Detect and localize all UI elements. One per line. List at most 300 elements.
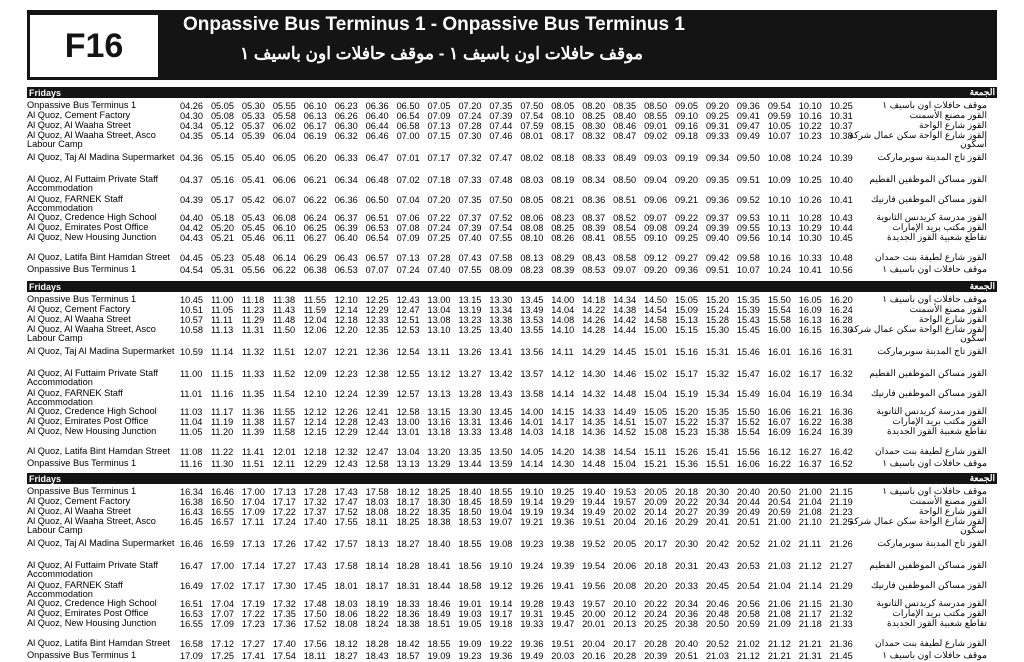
section-header: [27, 281, 997, 292]
time-cell: 16.06: [767, 407, 791, 417]
time-cell: 13.58: [520, 389, 544, 399]
time-cell: 18.03: [365, 497, 389, 507]
row-times: [180, 295, 856, 305]
time-cell: 05.42: [241, 195, 265, 205]
table-row: [27, 447, 997, 458]
time-cell: 11.31: [241, 325, 265, 335]
time-cell: 14.04: [551, 305, 575, 315]
time-cell: 05.12: [210, 121, 234, 131]
time-cell: 18.14: [365, 561, 389, 571]
time-cell: 11.17: [210, 407, 234, 417]
time-cell: 17.36: [272, 619, 296, 629]
time-cell: 06.53: [365, 223, 389, 233]
time-cell: 09.59: [767, 111, 791, 121]
time-cell: 20.04: [582, 639, 606, 649]
row-times: [180, 497, 856, 507]
time-cell: 05.17: [210, 195, 234, 205]
time-cell: 07.24: [396, 265, 420, 275]
time-cell: 21.21: [767, 651, 791, 661]
time-cell: 15.46: [736, 347, 760, 357]
stop-name-ar: القوز مساكن الموظفين الفطيم: [869, 368, 987, 378]
time-cell: 18.55: [489, 487, 513, 497]
stop-name-ar: القوز شارع الواحة: [919, 120, 987, 130]
time-cell: 15.43: [736, 315, 760, 325]
time-cell: 07.15: [427, 131, 451, 141]
time-cell: 07.13: [396, 253, 420, 263]
time-cell: 20.01: [582, 619, 606, 629]
time-cell: 06.53: [334, 265, 358, 275]
section-label-en: Fridays: [29, 473, 62, 484]
time-cell: 18.58: [458, 581, 482, 591]
time-cell: 17.32: [303, 497, 327, 507]
time-cell: 15.34: [705, 389, 729, 399]
time-cell: 05.16: [210, 175, 234, 185]
stop-name-en: Al Quoz, Credence High School: [27, 212, 157, 222]
time-cell: 14.30: [582, 369, 606, 379]
row-times: [180, 315, 856, 325]
time-cell: 20.31: [675, 561, 698, 571]
time-cell: 06.40: [365, 111, 389, 121]
time-cell: 16.55: [180, 619, 203, 629]
section-header: [27, 87, 997, 98]
time-cell: 19.22: [489, 639, 513, 649]
time-cell: 08.26: [551, 233, 575, 243]
time-cell: 20.00: [582, 609, 606, 619]
time-cell: 20.02: [613, 507, 637, 517]
time-cell: 20.27: [675, 507, 698, 517]
time-cell: 16.57: [210, 517, 234, 527]
time-cell: 20.52: [736, 539, 760, 549]
time-cell: 07.46: [489, 131, 513, 141]
time-cell: 17.12: [210, 639, 234, 649]
time-cell: 16.24: [798, 427, 822, 437]
time-cell: 13.30: [489, 295, 513, 305]
time-cell: 15.20: [675, 407, 698, 417]
time-cell: 18.25: [427, 487, 451, 497]
time-cell: 19.43: [551, 599, 575, 609]
time-cell: 17.30: [272, 581, 296, 591]
time-cell: 15.02: [644, 369, 668, 379]
time-cell: 18.40: [458, 487, 482, 497]
time-cell: 15.13: [675, 315, 698, 325]
time-cell: 17.17: [272, 497, 296, 507]
time-cell: 15.56: [736, 447, 760, 457]
time-cell: 16.09: [767, 427, 791, 437]
time-cell: 08.52: [613, 213, 637, 223]
time-cell: 18.59: [489, 497, 513, 507]
time-cell: 19.56: [582, 581, 606, 591]
time-cell: 17.45: [303, 581, 327, 591]
time-cell: 16.34: [180, 487, 203, 497]
time-cell: 18.27: [396, 539, 420, 549]
time-cell: 14.10: [551, 325, 575, 335]
time-cell: 11.00: [180, 369, 203, 379]
time-cell: 12.10: [334, 295, 358, 305]
time-cell: 13.28: [458, 389, 482, 399]
time-cell: 11.08: [180, 447, 203, 457]
time-cell: 20.45: [705, 581, 729, 591]
time-cell: 12.55: [396, 369, 420, 379]
time-cell: 11.43: [272, 305, 296, 315]
time-cell: 11.41: [241, 447, 265, 457]
time-cell: 16.04: [767, 389, 791, 399]
time-cell: 09.20: [705, 101, 729, 111]
time-cell: 15.15: [675, 325, 698, 335]
table-row: [27, 174, 997, 193]
time-cell: 07.09: [427, 111, 451, 121]
time-cell: 13.08: [427, 315, 451, 325]
table-row: [27, 459, 997, 470]
time-cell: 20.51: [736, 517, 760, 527]
time-cell: 18.03: [334, 599, 358, 609]
time-cell: 04.43: [180, 233, 203, 243]
time-cell: 07.01: [396, 153, 420, 163]
time-cell: 08.35: [613, 101, 637, 111]
time-cell: 15.50: [767, 295, 791, 305]
stop-name-en: Al Quoz, Cement Factory: [27, 110, 131, 120]
time-cell: 14.54: [613, 447, 637, 457]
time-cell: 14.48: [582, 459, 606, 469]
time-cell: 06.29: [303, 253, 327, 263]
time-cell: 13.04: [427, 305, 451, 315]
time-cell: 16.16: [798, 347, 822, 357]
row-times: [180, 265, 856, 275]
row-times: [180, 111, 856, 121]
time-cell: 08.36: [582, 195, 606, 205]
time-cell: 11.50: [272, 325, 296, 335]
time-cell: 17.40: [303, 517, 327, 527]
time-cell: 15.01: [644, 347, 668, 357]
time-cell: 16.55: [210, 507, 234, 517]
time-cell: 19.14: [520, 497, 544, 507]
section-header: [27, 473, 997, 484]
time-cell: 21.02: [736, 639, 760, 649]
time-cell: 09.53: [736, 213, 760, 223]
time-cell: 05.39: [241, 131, 265, 141]
time-cell: 15.05: [675, 295, 698, 305]
time-cell: 08.49: [613, 153, 637, 163]
stop-name-ar: القوز تاج المدينة سوبرماركت: [877, 538, 987, 548]
time-cell: 12.23: [334, 369, 358, 379]
time-cell: 20.46: [705, 599, 729, 609]
time-cell: 06.27: [303, 233, 327, 243]
stop-name-en: Al Quoz, Taj Al Madina Supermarket: [27, 538, 175, 548]
time-cell: 13.35: [458, 447, 482, 457]
time-cell: 20.22: [675, 497, 698, 507]
time-cell: 15.23: [675, 427, 698, 437]
time-cell: 16.47: [180, 561, 203, 571]
time-cell: 21.03: [705, 651, 729, 661]
time-cell: 17.24: [272, 517, 296, 527]
stop-name-en: Onpassive Bus Terminus 1: [27, 264, 137, 274]
stop-name-en: Al Quoz, Al Waaha Street: [27, 506, 131, 516]
time-cell: 15.31: [705, 347, 729, 357]
time-cell: 19.49: [582, 507, 606, 517]
time-cell: 07.06: [396, 213, 420, 223]
time-cell: 08.53: [582, 265, 606, 275]
time-cell: 12.04: [303, 315, 327, 325]
time-cell: 14.15: [551, 407, 575, 417]
time-cell: 12.01: [272, 447, 296, 457]
time-cell: 11.57: [272, 417, 296, 427]
time-cell: 11.35: [241, 389, 265, 399]
time-cell: 06.47: [365, 153, 389, 163]
time-cell: 16.17: [798, 369, 822, 379]
stop-name-ar: القوز مساكن الموظفين فارنيك: [871, 194, 987, 204]
row-times: [180, 651, 856, 661]
time-cell: 10.09: [767, 175, 791, 185]
row-times: [180, 459, 856, 469]
row-times: [180, 447, 856, 457]
time-cell: 07.22: [427, 213, 451, 223]
time-cell: 11.05: [210, 305, 234, 315]
time-cell: 07.37: [458, 213, 482, 223]
time-cell: 11.18: [241, 295, 265, 305]
time-cell: 10.39: [829, 153, 853, 163]
time-cell: 14.38: [613, 305, 637, 315]
time-cell: 17.09: [241, 507, 265, 517]
time-cell: 09.27: [675, 253, 698, 263]
time-cell: 07.00: [396, 131, 420, 141]
time-cell: 09.18: [675, 131, 698, 141]
time-cell: 06.36: [365, 101, 389, 111]
stop-name-ar: موقف حافلات اون باسيف ١: [882, 486, 987, 496]
time-cell: 12.10: [303, 389, 327, 399]
time-cell: 21.23: [829, 507, 853, 517]
time-cell: 18.30: [427, 497, 451, 507]
time-cell: 17.13: [241, 539, 265, 549]
time-cell: 15.04: [644, 389, 668, 399]
time-cell: 21.12: [798, 561, 822, 571]
time-cell: 15.21: [644, 459, 668, 469]
time-cell: 20.59: [767, 507, 791, 517]
row-times: [180, 369, 856, 379]
time-cell: 18.51: [427, 619, 451, 629]
time-cell: 12.14: [334, 305, 358, 315]
time-cell: 16.21: [798, 407, 822, 417]
time-cell: 16.30: [829, 325, 853, 335]
time-cell: 20.30: [675, 539, 698, 549]
table-row: [27, 324, 997, 343]
time-cell: 13.38: [489, 315, 513, 325]
row-times: [180, 131, 856, 141]
time-cell: 09.58: [736, 253, 760, 263]
time-cell: 10.10: [767, 195, 791, 205]
stop-name-en: Al Quoz, Latifa Bint Hamdan Street: [27, 446, 170, 456]
time-cell: 04.34: [180, 121, 203, 131]
time-cell: 21.11: [798, 539, 822, 549]
time-cell: 16.24: [829, 305, 853, 315]
stop-name-en: Al Quoz, Taj Al Madina Supermarket: [27, 152, 175, 162]
time-cell: 08.09: [489, 265, 513, 275]
time-cell: 12.43: [365, 417, 389, 427]
time-cell: 15.54: [767, 305, 791, 315]
time-cell: 06.22: [303, 195, 327, 205]
time-cell: 14.18: [582, 295, 606, 305]
time-cell: 09.50: [736, 153, 760, 163]
stop-name-ar: القوز شارع الواحة سكن عمال شركة أسكون: [849, 130, 987, 149]
time-cell: 06.13: [303, 111, 327, 121]
time-cell: 17.58: [334, 561, 358, 571]
time-cell: 19.39: [551, 561, 575, 571]
time-cell: 06.50: [365, 195, 389, 205]
time-cell: 21.21: [798, 639, 822, 649]
time-cell: 18.19: [365, 599, 389, 609]
time-cell: 14.45: [613, 347, 637, 357]
section-label-en: Fridays: [29, 87, 62, 98]
time-cell: 09.35: [705, 175, 729, 185]
time-cell: 18.17: [365, 581, 389, 591]
table-row: [27, 580, 997, 599]
time-cell: 04.30: [180, 111, 203, 121]
time-cell: 07.04: [396, 195, 420, 205]
time-cell: 15.58: [767, 315, 791, 325]
time-cell: 07.59: [520, 121, 544, 131]
stop-name-ar: القوز مساكن الموظفين فارنيك: [871, 580, 987, 590]
time-cell: 08.06: [520, 213, 544, 223]
row-times: [180, 389, 856, 399]
time-cell: 20.41: [705, 517, 729, 527]
time-cell: 19.24: [520, 561, 544, 571]
time-cell: 13.13: [396, 459, 420, 469]
stop-name-en: Al Quoz, Emirates Post Office: [27, 222, 149, 232]
time-cell: 21.29: [829, 581, 853, 591]
time-cell: 20.25: [644, 619, 668, 629]
time-cell: 05.23: [210, 253, 234, 263]
time-cell: 18.28: [365, 639, 389, 649]
time-cell: 12.18: [334, 315, 358, 325]
time-cell: 16.19: [798, 389, 822, 399]
time-cell: 15.47: [736, 369, 760, 379]
time-cell: 11.01: [180, 389, 203, 399]
time-cell: 17.50: [303, 609, 327, 619]
time-cell: 16.15: [798, 325, 822, 335]
time-cell: 10.45: [180, 295, 203, 305]
time-cell: 12.43: [396, 295, 420, 305]
time-cell: 08.05: [551, 101, 575, 111]
time-cell: 21.31: [798, 651, 822, 661]
time-cell: 14.14: [551, 389, 575, 399]
time-cell: 19.23: [520, 539, 544, 549]
stop-name-en: Al Quoz, Latifa Bint Hamdan Street: [27, 252, 170, 262]
time-cell: 09.12: [644, 253, 668, 263]
time-cell: 09.10: [644, 233, 668, 243]
time-cell: 19.36: [520, 639, 544, 649]
time-cell: 11.19: [210, 417, 234, 427]
time-cell: 09.07: [613, 265, 637, 275]
time-cell: 11.29: [241, 315, 265, 325]
time-cell: 06.32: [334, 131, 358, 141]
time-cell: 16.39: [829, 427, 853, 437]
time-cell: 09.41: [736, 111, 760, 121]
time-cell: 15.09: [675, 305, 698, 315]
time-cell: 20.22: [644, 599, 668, 609]
time-cell: 14.18: [551, 427, 575, 437]
time-cell: 06.07: [272, 195, 296, 205]
time-cell: 08.32: [582, 131, 606, 141]
time-cell: 08.23: [520, 265, 544, 275]
time-cell: 08.43: [582, 253, 606, 263]
time-cell: 05.46: [241, 233, 265, 243]
time-cell: 20.05: [644, 487, 668, 497]
time-cell: 14.33: [582, 407, 606, 417]
section-label-ar: الجمعة: [969, 473, 995, 483]
time-cell: 18.46: [427, 599, 451, 609]
time-cell: 14.30: [551, 459, 575, 469]
time-cell: 16.38: [829, 417, 853, 427]
time-cell: 21.00: [798, 487, 822, 497]
time-cell: 08.01: [520, 131, 544, 141]
stop-name-ar: القوز مدرسة كريدنس الثانوية: [876, 406, 987, 416]
stop-name-en: Al Quoz, FARNEK Staff Accommodation: [27, 194, 123, 213]
time-cell: 14.38: [582, 447, 606, 457]
time-cell: 13.26: [458, 347, 482, 357]
time-cell: 19.07: [489, 517, 513, 527]
time-cell: 20.04: [613, 517, 637, 527]
time-cell: 21.33: [829, 619, 853, 629]
time-cell: 11.33: [241, 369, 265, 379]
time-cell: 21.17: [798, 609, 822, 619]
time-cell: 21.12: [736, 651, 760, 661]
time-cell: 09.25: [705, 111, 729, 121]
time-cell: 09.03: [644, 153, 668, 163]
stop-name-ar: موقف حافلات اون باسيف ١: [882, 264, 987, 274]
time-cell: 08.21: [551, 195, 575, 205]
time-cell: 08.39: [551, 265, 575, 275]
time-cell: 14.14: [520, 459, 544, 469]
time-cell: 16.02: [767, 369, 791, 379]
time-cell: 19.51: [551, 639, 575, 649]
time-cell: 11.11: [210, 315, 233, 325]
row-times: [180, 561, 856, 571]
time-cell: 12.35: [365, 325, 389, 335]
time-cell: 19.09: [458, 639, 482, 649]
time-cell: 07.40: [458, 233, 482, 243]
time-cell: 10.16: [798, 111, 822, 121]
time-cell: 17.13: [272, 487, 296, 497]
time-cell: 04.40: [180, 213, 203, 223]
time-cell: 14.34: [613, 295, 637, 305]
time-cell: 07.48: [489, 175, 513, 185]
time-cell: 06.20: [303, 153, 327, 163]
time-cell: 18.12: [334, 639, 358, 649]
time-cell: 12.32: [334, 447, 358, 457]
time-cell: 10.40: [829, 175, 853, 185]
time-cell: 18.36: [396, 609, 420, 619]
stop-name-ar: موقف حافلات اون باسيف ١: [882, 100, 987, 110]
time-cell: 04.37: [180, 175, 203, 185]
time-cell: 19.04: [489, 507, 513, 517]
time-cell: 11.16: [180, 459, 203, 469]
time-cell: 12.09: [303, 369, 327, 379]
time-cell: 20.17: [613, 639, 637, 649]
time-cell: 15.07: [644, 417, 668, 427]
stop-name-en: Al Quoz, New Housing Junction: [27, 618, 157, 628]
time-cell: 12.47: [396, 305, 420, 315]
time-cell: 19.53: [613, 487, 637, 497]
time-cell: 20.16: [644, 517, 668, 527]
time-cell: 21.19: [829, 497, 853, 507]
time-cell: 07.18: [427, 175, 451, 185]
time-cell: 09.52: [736, 195, 760, 205]
stop-name-ar: القوز شارع الواحة سكن عمال شركة أسكون: [849, 324, 987, 343]
time-cell: 16.32: [829, 369, 853, 379]
time-cell: 20.54: [767, 497, 791, 507]
time-cell: 05.40: [241, 153, 265, 163]
time-cell: 06.38: [303, 265, 327, 275]
time-cell: 17.00: [241, 487, 265, 497]
time-cell: 07.55: [458, 265, 482, 275]
